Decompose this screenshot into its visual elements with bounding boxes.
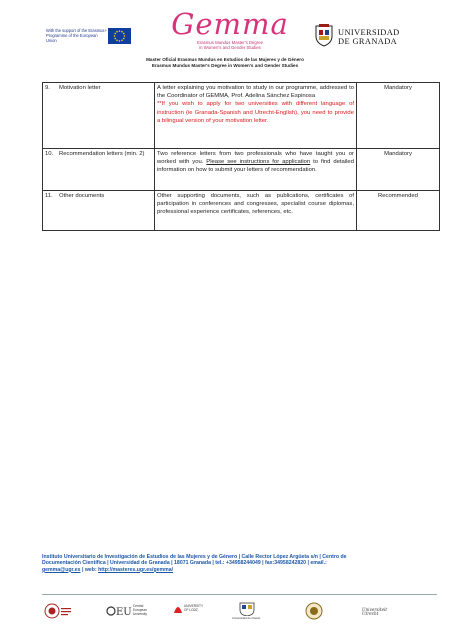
- oviedo-logo-text: Universidad de Oviedo: [232, 616, 261, 620]
- ceu-logo-text: Central European University: [133, 604, 147, 616]
- row-number: 10.: [45, 151, 54, 157]
- program-subtitle-en: Erasmus Mundus Master's Degree in Women's and Gender Studies: [151, 63, 299, 68]
- table-row: [43, 191, 440, 231]
- footer-address-line-2: Documentación Científica | Universidad de Granada | 18071 Granada | tel.: +34958244049 | fax:34958242820 | email.:: [42, 560, 327, 567]
- program-subtitle: [0, 57, 450, 69]
- row-number: 9.: [45, 85, 50, 91]
- document-name: Other documents: [59, 193, 105, 199]
- footer-contact-info: [42, 554, 432, 573]
- row-number: 11.: [45, 193, 53, 199]
- eu-support-text: With the support of the Erasmus+ Programme of the European Union: [46, 28, 107, 43]
- document-description-cell: [155, 149, 357, 191]
- document-name-cell: [43, 83, 155, 149]
- gemma-logo-subtitle: Erasmus Mundus Master's Degree in Women's and Gender Studies: [196, 40, 263, 50]
- table-row: [43, 83, 440, 149]
- footer-email-link[interactable]: gemma@ugr.es: [42, 566, 81, 573]
- footer-divider: [42, 594, 437, 595]
- requirement-status: Recommended: [357, 191, 440, 231]
- oviedo-logo: [232, 602, 262, 620]
- document-description: A letter explaining you motivation to study in our programme, addressed to the Coordinator of GEMMA, Prof. Adelina Sánchez Espinosa: [157, 85, 354, 100]
- table-row: [43, 149, 440, 191]
- footer-links: [42, 567, 432, 573]
- partner-round-logo: [300, 602, 328, 620]
- document-name: Recommendation letters (min. 2): [59, 151, 145, 157]
- partner-seal-logo: [44, 602, 72, 620]
- footer-address-line-1: Instituto Universitario de Investigación de Estudios de las Mujeres y de Género | Calle Rector López Argüeta s/n | Centro de: [42, 554, 347, 560]
- document-description-continued: to find detailed information on how to submit your letters of recommendation.: [157, 159, 354, 174]
- document-name-cell: [43, 149, 155, 191]
- ceu-logo: [106, 602, 150, 620]
- instructions-link[interactable]: Please see instructions for application: [206, 159, 311, 166]
- ugr-logo-text: UNIVERSIDAD DE GRANADA: [338, 28, 400, 46]
- required-documents-table: [42, 82, 440, 231]
- gemma-logo: [160, 9, 300, 55]
- svg-text:EU: EU: [116, 607, 132, 618]
- lodz-logo: [172, 602, 204, 620]
- document-description-cell: [155, 83, 357, 149]
- requirement-status: Mandatory: [357, 83, 440, 149]
- footer-web-link[interactable]: http://masteres.ugr.es/gemma/: [98, 566, 174, 573]
- document-description: Two reference letters from two professionals who have taught you or worked with you.: [157, 151, 354, 166]
- requirement-status: Mandatory: [357, 149, 440, 191]
- footer-web-label: | web:: [80, 566, 99, 573]
- document-name: Motivation letter: [59, 85, 101, 91]
- ugr-crest-icon: [313, 23, 335, 47]
- eu-flag-icon: [108, 28, 131, 44]
- gemma-logo-word: Gemma: [171, 7, 289, 41]
- lodz-logo-text: UNIVERSITY OF LODZ: [184, 604, 204, 612]
- document-name-cell: [43, 191, 155, 231]
- bilingual-warning-note: **If you wish to apply for two universities with different language of instruction (ie Granada-Spanish and Utrecht-English), you need to provide a bilingual version of your motivation letter.: [157, 101, 354, 124]
- document-description-cell: Other supporting documents, such as publications, certificates of participation in conferences and congresses, specialist course diplomas, professional experience certificates, references, etc.: [155, 191, 357, 231]
- utrecht-logo: [362, 602, 402, 620]
- program-subtitle-es: Master Oficial Erasmus Mundus en Estudios de las Mujeres y de Género: [146, 57, 304, 62]
- utrecht-logo-text: Universiteit Utrecht: [362, 607, 388, 616]
